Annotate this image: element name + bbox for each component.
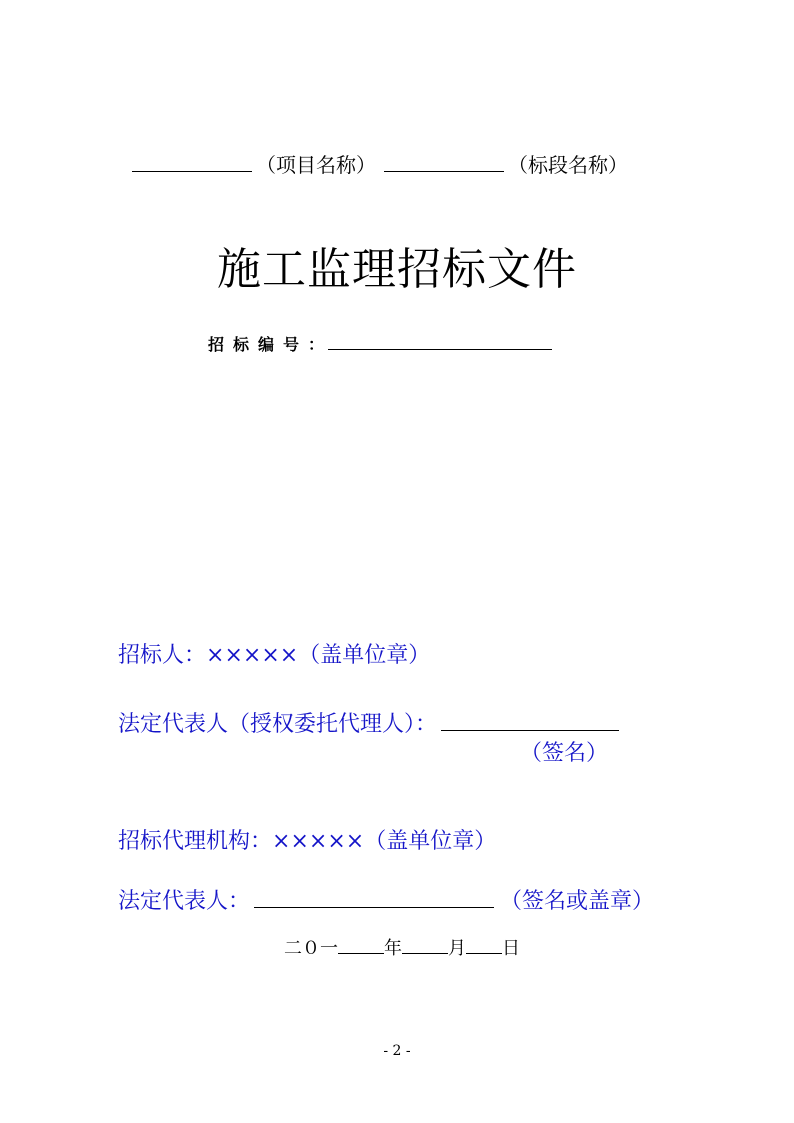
month-label: 月 (448, 938, 466, 959)
day-blank[interactable] (466, 952, 502, 954)
agency-value: ××××× (272, 829, 365, 854)
agency-label: 招标代理机构： (118, 829, 273, 854)
date-prefix: 二０一 (284, 938, 338, 959)
document-title: 施工监理招标文件 (217, 244, 577, 295)
year-blank[interactable] (338, 952, 384, 954)
month-blank[interactable] (402, 952, 448, 954)
bid-number-blank[interactable] (328, 348, 552, 350)
agency-seal-note: （盖单位章） (364, 829, 497, 854)
legal-representative-line (118, 709, 619, 741)
header-line (132, 150, 628, 180)
agency-representative-sign-note: （签名或盖章） (500, 889, 655, 914)
date-line (284, 935, 520, 963)
year-label: 年 (384, 938, 402, 959)
section-name-blank[interactable] (384, 170, 504, 172)
agency-representative-line (118, 886, 654, 918)
agency-representative-signature-blank[interactable] (254, 906, 494, 908)
legal-representative-label: 法定代表人（授权委托代理人）： (118, 712, 438, 737)
project-name-blank[interactable] (132, 170, 252, 172)
project-name-label: （项目名称） (256, 153, 376, 177)
tenderer-value: ××××× (206, 643, 299, 668)
agency-representative-label: 法定代表人： (118, 889, 251, 914)
tenderer-label: 招标人： (118, 643, 207, 668)
section-name-label: （标段名称） (508, 153, 628, 177)
legal-representative-signature-blank[interactable] (441, 729, 619, 731)
bid-number-label: 招标编号 (208, 335, 309, 354)
agency-line (118, 826, 496, 858)
bid-number-line (208, 333, 552, 357)
bid-number-colon: ： (308, 335, 325, 354)
day-label: 日 (502, 938, 520, 959)
legal-representative-sign-note: （签名） (520, 741, 609, 766)
tenderer-seal-note: （盖单位章） (298, 643, 431, 668)
page-number: - 2 - (383, 1043, 411, 1059)
tenderer-line (118, 640, 430, 672)
